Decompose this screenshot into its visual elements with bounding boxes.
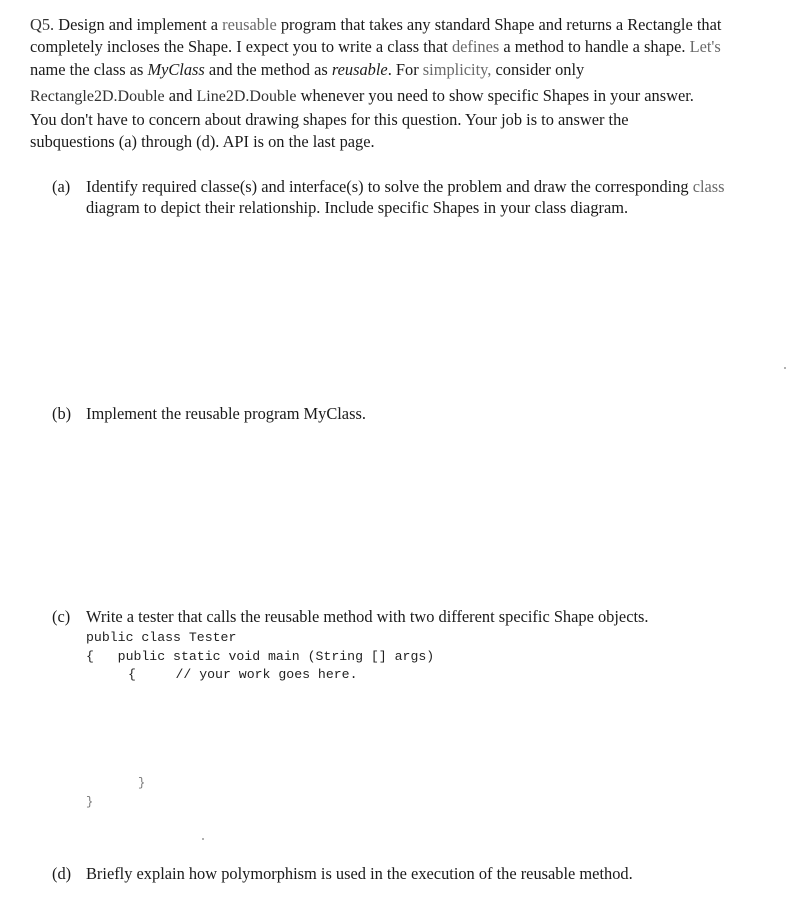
question-number: Q5. xyxy=(30,15,55,34)
subquestion-b: (b) Implement the reusable program MyClass. xyxy=(52,404,366,423)
code-line-class: public class Tester xyxy=(86,630,237,645)
shape-line2d: Line2D.Double xyxy=(196,88,297,106)
scan-speck xyxy=(784,367,786,369)
subquestion-a: (a) Identify required classe(s) and interface(s) to solve the problem and draw the corresponding class diagram to depict their relationship. Include specific Shapes in your class diagram. xyxy=(52,177,725,217)
subquestion-label: (c) xyxy=(52,607,71,626)
question-line-5: You don't have to concern about drawing shapes for this question. Your job is to answer the xyxy=(30,109,629,129)
shape-rectangle2d: Rectangle2D.Double xyxy=(30,88,165,106)
method-name: reusable xyxy=(331,59,388,79)
code-line-main: { public static void main (String [] args) xyxy=(86,649,435,664)
question-line-2: completely incloses the Shape. I expect you to write a class that defines a method to handle a shape. Let's xyxy=(30,37,721,57)
code-line-close-main: } xyxy=(138,776,146,790)
question-line-3: name the class as MyClass and the method as reusable. For simplicity, consider only xyxy=(30,59,585,79)
question-line-1: Q5. Design and implement a reusable program that takes any standard Shape and returns a Rectangle that xyxy=(30,15,722,34)
scan-speck xyxy=(202,838,204,840)
question-line-6: subquestions (a) through (d). API is on the last page. xyxy=(30,132,375,152)
class-name: MyClass xyxy=(147,59,205,79)
code-line-close-class: } xyxy=(86,795,94,809)
subquestion-d: (d) Briefly explain how polymorphism is used in the execution of the reusable method. xyxy=(52,864,633,883)
subquestion-c: (c) Write a tester that calls the reusable method with two different specific Shape objects. xyxy=(52,607,649,626)
subquestion-label: (b) xyxy=(52,404,72,423)
code-line-comment: { // your work goes here. xyxy=(128,667,358,682)
question-5 xyxy=(30,14,765,153)
subquestion-label: (d) xyxy=(52,864,72,883)
subquestion-label: (a) xyxy=(52,177,71,196)
question-line-4: Rectangle2D.Double and Line2D.Double whenever you need to show specific Shapes in your answer. xyxy=(30,86,694,106)
